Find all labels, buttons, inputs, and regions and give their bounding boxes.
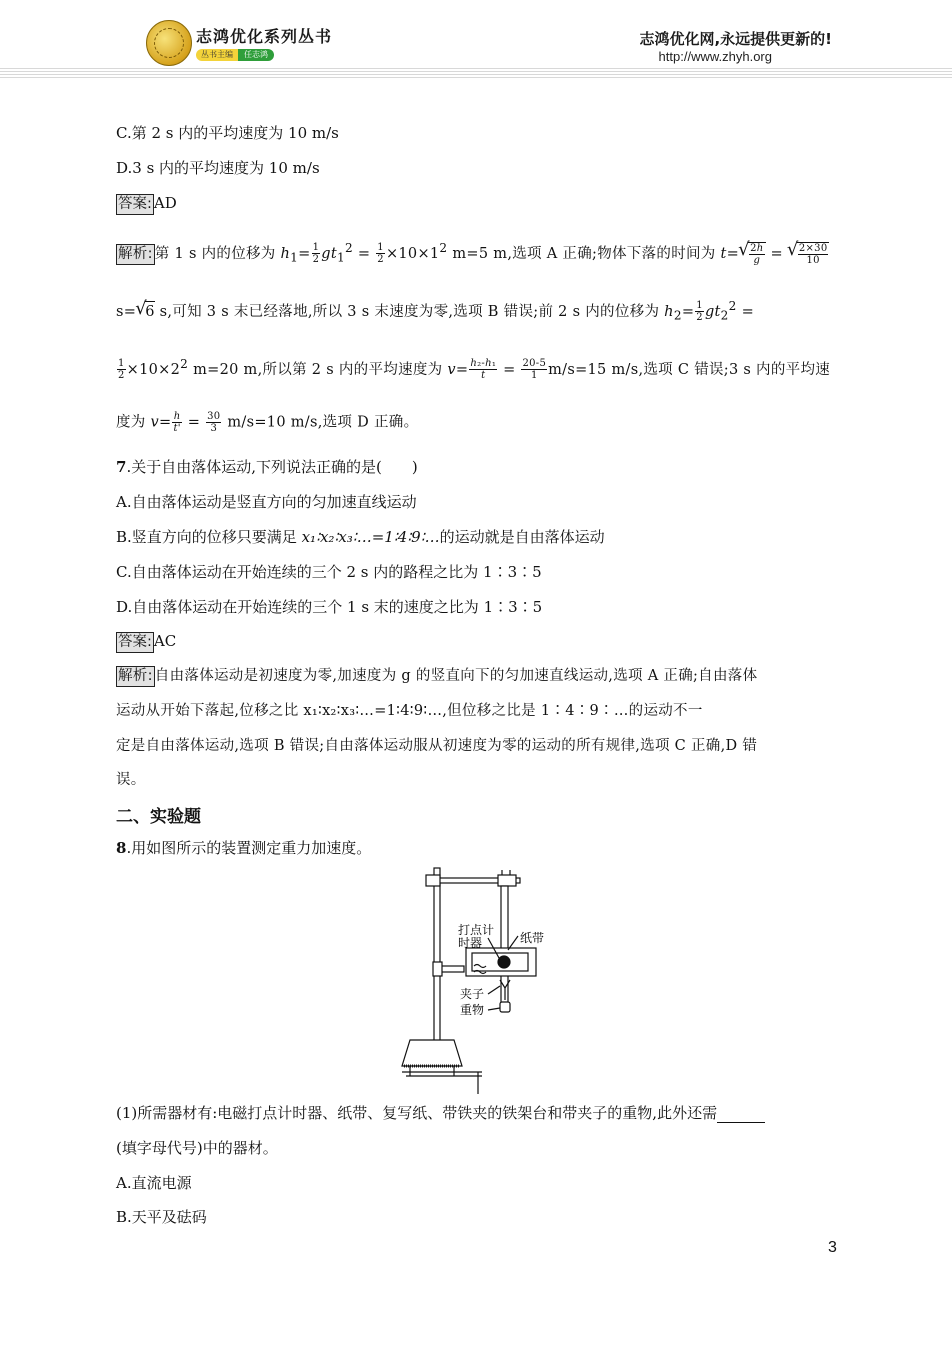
answer-label: 答案: (116, 632, 154, 653)
q7-analysis-line-4: 误。 (116, 772, 146, 788)
editor-badge (196, 49, 274, 61)
label-timer-1: 打点计 (458, 923, 495, 937)
q8-option-a: A.直流电源 (116, 1174, 192, 1192)
q6-option-d: D.3 s 内的平均速度为 10 m/s (116, 159, 320, 177)
header-url[interactable]: http://www.zhyh.org (658, 49, 772, 64)
q6-analysis-line-4: 度为 v= $\frac{h}{t'}$ = $\frac{30}{3}$ m/s=10 m/s,选项 D 正确。 (116, 411, 419, 434)
q7-option-a: A.自由落体运动是竖直方向的匀加速直线运动 (116, 493, 417, 511)
label-timer-2: 时器 (458, 936, 483, 950)
analysis-label: 解析: (116, 666, 155, 687)
header-slogan: 志鸿优化网,永远提供更新的! (639, 30, 832, 48)
section-title: 二、实验题 (116, 807, 201, 827)
q7-number: 7 (116, 458, 127, 476)
q7-analysis-line-1: 解析: 自由落体运动是初速度为零,加速度为 g 的竖直向下的匀加速直线运动,选项 A 正确;自由落体 (116, 666, 757, 687)
label-clip: 夹子 (460, 987, 485, 1001)
answer-blank[interactable] (717, 1108, 765, 1123)
q7-stem: 7.关于自由落体运动,下列说法正确的是( ) (116, 458, 418, 476)
analysis-label: 解析: (116, 244, 155, 265)
series-logo (146, 20, 192, 66)
series-title: 志鸿优化系列丛书 (196, 27, 333, 46)
answer-value: AD (153, 194, 177, 212)
page-header (0, 0, 952, 82)
label-tape: 纸带 (520, 931, 545, 945)
editor-label: 丛书主编 (196, 49, 238, 61)
q7-answer (116, 631, 176, 653)
q7-analysis-line-2: 运动从开始下落起,位移之比 x₁∶x₂∶x₃∶…=1∶4∶9∶…,但位移之比是 1∶4∶9∶…的运动不一 (116, 703, 703, 719)
q7-option-d: D.自由落体运动在开始连续的三个 1 s 末的速度之比为 1∶3∶5 (116, 598, 543, 616)
editor-name: 任志鸿 (238, 49, 274, 61)
q8-option-b: B.天平及砝码 (116, 1208, 207, 1226)
q6-analysis-line-2: s=√ 6 s,可知 3 s 末已经落地,所以 3 s 末速度为零,选项 B 错误;前 2 s 内的位移为 $h_2=$ $\frac{1}{2}$ $gt_2^2$ = (116, 296, 754, 326)
answer-value: AC (153, 632, 177, 650)
q8-sub1-line-1: (1)所需器材有:电磁打点计时器、纸带、复写纸、带铁夹的铁架台和带夹子的重物,此外还需 (116, 1103, 765, 1123)
q6-option-c: C.第 2 s 内的平均速度为 10 m/s (116, 124, 339, 142)
q7-option-c: C.自由落体运动在开始连续的三个 2 s 内的路程之比为 1∶3∶5 (116, 563, 542, 581)
q7-option-b: B.竖直方向的位移只要满足 x₁∶x₂∶x₃∶…=1∶4∶9∶…的运动就是自由落体运动 (116, 528, 605, 546)
q8-stem: 8.用如图所示的装置测定重力加速度。 (116, 839, 372, 857)
q8-sub1-line-2: (填字母代号)中的器材。 (116, 1139, 278, 1157)
q7-analysis-line-3: 定是自由落体运动,选项 B 错误;自由落体运动服从初速度为零的运动的所有规律,选项 C 正确,D 错 (116, 738, 758, 754)
q6-answer (116, 193, 177, 215)
apparatus-figure (400, 862, 550, 1094)
header-rule (0, 68, 952, 80)
page-number: 3 (828, 1239, 837, 1256)
q8-number: 8 (116, 839, 127, 857)
label-weight: 重物 (460, 1003, 485, 1017)
answer-label: 答案: (116, 194, 154, 215)
q6-analysis-line-3: $\frac{1}{2}$ $\times 10\times 2^2$ m=20 m,所以第 2 s 内的平均速度为 v= $\frac{\text{h₂-h₁}}{t}$ = $\frac{20-5}{1}$ m/s=15 m/s,选项 C 错误;3 s 内的平均速 (118, 357, 831, 382)
q6-analysis-line-1: 解析: 第 1 s 内的位移为 $h_1=$ $\frac{1}{2}$ $gt_1^2$ = $\frac{1}{2}$ $\times 10\times 1^2$ m=5 m,选项 A 正确;物体下落的时间为 t= √ $\frac{2h}{g}$ = √ $\frac{2\times 30}{10}$ (116, 238, 829, 268)
